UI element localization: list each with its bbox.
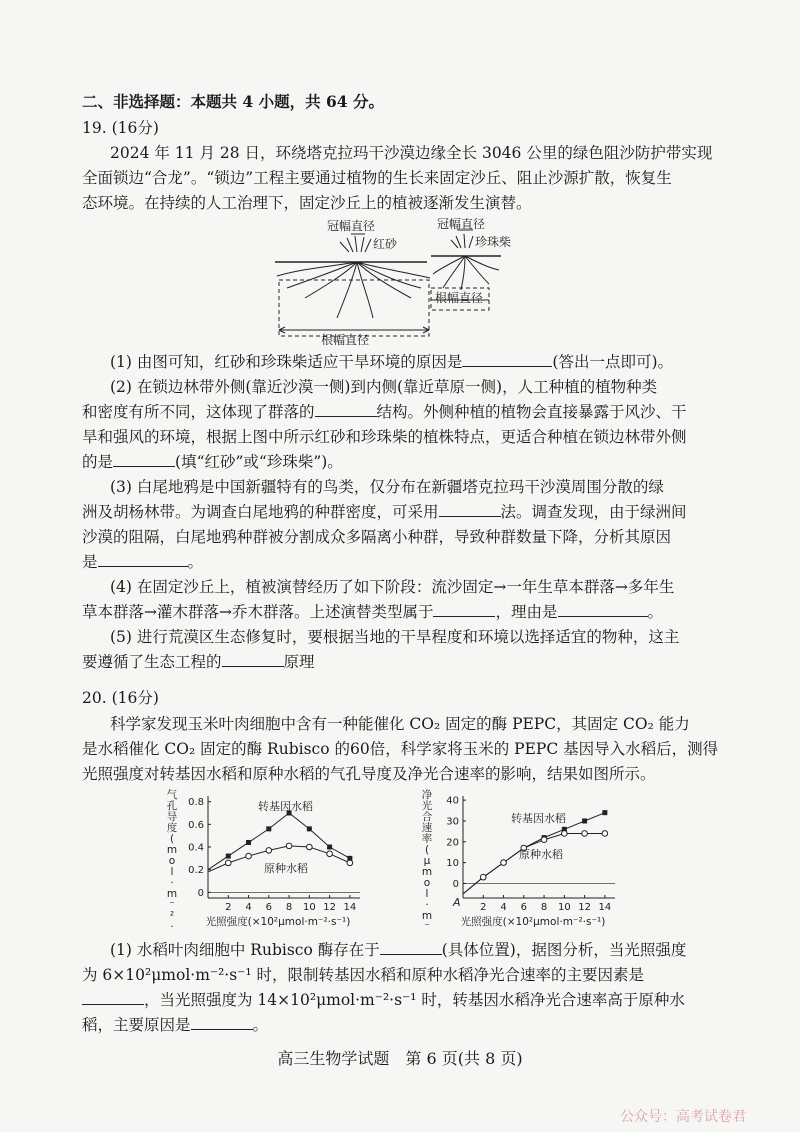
- data-point-circle: [286, 843, 292, 849]
- data-point-circle: [307, 844, 313, 850]
- q19-intro-line-1: 2024 年 11 月 28 日，环绕塔克拉玛干沙漠边缘全长 3046 公里的绿色阻沙防护带实现: [110, 144, 713, 162]
- x-tick-label: 6: [265, 902, 272, 913]
- x-axis-label: 光照强度(×10²μmol·m⁻²·s⁻¹): [460, 916, 606, 928]
- q19-p2-line-1: (2) 在锁边林带外侧(靠近沙漠一侧)到内侧(靠近草原一侧)，人工种植的植物种类: [110, 378, 658, 396]
- x-tick-label: 8: [540, 902, 548, 913]
- data-point-circle: [225, 860, 231, 866]
- q20-number: 20. (16分): [82, 689, 159, 707]
- section-title: 二、非选择题：本题共 4 小题，共 64 分。: [82, 92, 384, 111]
- y-tick-label: 0.8: [188, 797, 204, 809]
- y-tick-label: 0.2: [188, 865, 204, 877]
- q20-intro-line-2: 是水稻催化 CO₂ 固定的酶 Rubisco 的60倍，科学家将玉米的 PEPC 基因导入水稻后，测得: [82, 740, 719, 758]
- data-point-square: [246, 840, 251, 845]
- data-point-square: [307, 826, 312, 831]
- data-point-square: [602, 810, 607, 815]
- q19-p3-line-1: (3) 白尾地鸦是中国新疆特有的鸟类，仅分布在新疆塔克拉玛干沙漠周围分散的绿: [110, 478, 664, 496]
- data-point-circle: [541, 837, 547, 843]
- y-tick-label: 10: [446, 858, 459, 870]
- page-footer: 高三生物学试题 第 6 页(共 8 页): [277, 1049, 523, 1068]
- answer-blank[interactable]: [82, 990, 144, 1005]
- origin-label: A: [453, 895, 461, 909]
- y-tick-label: 0: [452, 878, 459, 890]
- series-label: 原种水稻: [519, 848, 563, 861]
- x-tick-label: 14: [343, 902, 357, 913]
- x-tick-label: 10: [302, 902, 316, 913]
- data-point-square: [327, 845, 332, 850]
- data-point-circle: [266, 848, 272, 854]
- answer-blank[interactable]: [558, 602, 648, 617]
- x-tick-label: 10: [557, 902, 571, 913]
- answer-blank[interactable]: [380, 940, 442, 955]
- x-tick-label: 12: [578, 902, 591, 913]
- zhenzhuchai-crown-label: 冠幅直径: [437, 218, 486, 231]
- answer-blank[interactable]: [439, 502, 501, 517]
- q20-p1-line-1: (1) 水稻叶肉细胞中 Rubisco 酶存在于 (具体位置)，据图分析，当光照强度: [110, 941, 687, 959]
- data-point-circle: [347, 860, 353, 866]
- stomatal-conductance-chart: [160, 788, 370, 933]
- answer-blank[interactable]: [113, 452, 175, 467]
- data-point-circle: [327, 851, 333, 857]
- q20-p1-line-4: 稻，主要原因是 。: [82, 1016, 269, 1034]
- hongsha-plant-drawing: [275, 234, 430, 336]
- hongsha-name-label: 红砂: [373, 237, 398, 251]
- q19-number: 19. (16分): [82, 119, 159, 137]
- x-tick-label: 2: [225, 902, 232, 913]
- q20-p1-line-2: 为 6×10²μmol·m⁻²·s⁻¹ 时，限制转基因水稻和原种水稻净光合速率的主要因素是: [82, 966, 644, 984]
- x-tick-label: 4: [500, 902, 507, 913]
- zhenzhuchai-name-label: 珍珠柴: [475, 235, 512, 249]
- y-tick-label: 0: [197, 887, 204, 899]
- q19-p1: (1) 由图可知，红砂和珍珠柴适应干旱环境的原因是 (答出一点即可)。: [110, 353, 673, 371]
- data-point-circle: [480, 874, 486, 880]
- data-point-circle: [562, 831, 568, 837]
- y-axis-label: 净光合速率( μ m o l · m ⁻: [421, 789, 433, 933]
- watermark: 公众号：高考试卷君: [620, 1109, 746, 1125]
- data-point-square: [226, 854, 231, 859]
- root-crown-figure: [265, 218, 545, 348]
- answer-blank[interactable]: [222, 652, 284, 667]
- answer-blank[interactable]: [433, 602, 495, 617]
- series-label: 原种水稻: [264, 862, 308, 875]
- data-point-circle: [602, 831, 608, 837]
- q19-p4-line-1: (4) 在固定沙丘上，植被演替经历了如下阶段：流沙固定→一年生草本群落→多年生: [110, 578, 675, 596]
- series-label: 转基因水稻: [511, 812, 566, 825]
- q19-p4-line-2: 草本群落→灌木群落→乔木群落。上述演替类型属于 ，理由是 。: [82, 603, 664, 621]
- q19-p5-line-2: 要遵循了生态工程的 原理: [82, 653, 315, 671]
- zhenzhuchai-root-label: 根幅直径: [435, 291, 484, 305]
- answer-blank[interactable]: [98, 552, 188, 567]
- y-tick-label: 0.6: [188, 819, 204, 831]
- q20-p1-line-3: ，当光照强度为 14×10²μmol·m⁻²·s⁻¹ 时，转基因水稻净光合速率高于原种水: [82, 990, 685, 1010]
- q19-intro-line-2: 全面锁边“合龙”。“锁边”工程主要通过植物的生长来固定沙丘、阻止沙源扩散，恢复生: [82, 169, 672, 187]
- x-tick-label: 8: [285, 902, 293, 913]
- q19-p2-line-4: 的是 (填“红砂”或“珍珠柴”)。: [82, 453, 343, 471]
- series-label: 转基因水稻: [258, 800, 313, 813]
- answer-blank[interactable]: [462, 352, 552, 367]
- y-tick-label: 0.4: [188, 842, 204, 854]
- answer-blank[interactable]: [191, 1015, 253, 1030]
- q19-p2-line-2: 和密度有所不同，这体现了群落的 结构。外侧种植的植物会直接暴露于风沙、干: [82, 403, 687, 421]
- y-tick-label: 20: [446, 837, 459, 849]
- hongsha-crown-label: 冠幅直径: [327, 219, 376, 233]
- q20-intro-line-1: 科学家发现玉米叶肉细胞中含有一种能催化 CO₂ 固定的酶 PEPC，其固定 CO₂ 能力: [110, 715, 690, 733]
- q19-p2-line-3: 旱和强风的环境，根据上图中所示红砂和珍珠柴的植株特点，更适合种植在锁边林带外侧: [82, 428, 687, 446]
- data-point-square: [582, 818, 587, 823]
- x-tick-label: 2: [480, 902, 487, 913]
- x-tick-label: 6: [520, 902, 527, 913]
- q20-intro-line-3: 光照强度对转基因水稻和原种水稻的气孔导度及净光合速率的影响，结果如图所示。: [82, 765, 656, 783]
- data-point-circle: [582, 831, 588, 837]
- data-point-square: [266, 826, 271, 831]
- y-tick-label: 30: [446, 816, 459, 828]
- q19-p3-line-4: 是 。: [82, 553, 204, 571]
- net-photosynthesis-chart: [415, 788, 625, 933]
- q19-p3-line-2: 洲及胡杨林带。为调查白尾地鸦的种群密度，可采用 法。调查发现，由于绿洲间: [82, 503, 687, 521]
- q19-p3-line-3: 沙漠的阻隔，白尾地鸦种群被分割成众多隔离小种群，导致种群数量下降，分析其原因: [82, 528, 672, 546]
- hongsha-root-label: 根幅直径: [321, 333, 370, 347]
- answer-blank[interactable]: [315, 402, 377, 417]
- x-axis-label: 光照强度(×10²μmol·m⁻²·s⁻¹): [205, 916, 351, 928]
- x-tick-label: 14: [598, 902, 612, 913]
- x-tick-label: 12: [323, 902, 336, 913]
- q19-intro-line-3: 态环境。在持续的人工治理下，固定沙丘上的植被逐渐发生演替。: [82, 194, 532, 212]
- data-point-circle: [246, 853, 252, 859]
- y-axis-label: 气孔导度( m o l · m ⁻ ² ·: [166, 789, 178, 933]
- y-tick-label: 40: [446, 795, 459, 807]
- x-tick-label: 4: [245, 902, 252, 913]
- q19-p5-line-1: (5) 进行荒漠区生态修复时，要根据当地的干旱程度和环境以选择适宜的物种，这主: [110, 628, 680, 646]
- data-point-circle: [501, 860, 507, 866]
